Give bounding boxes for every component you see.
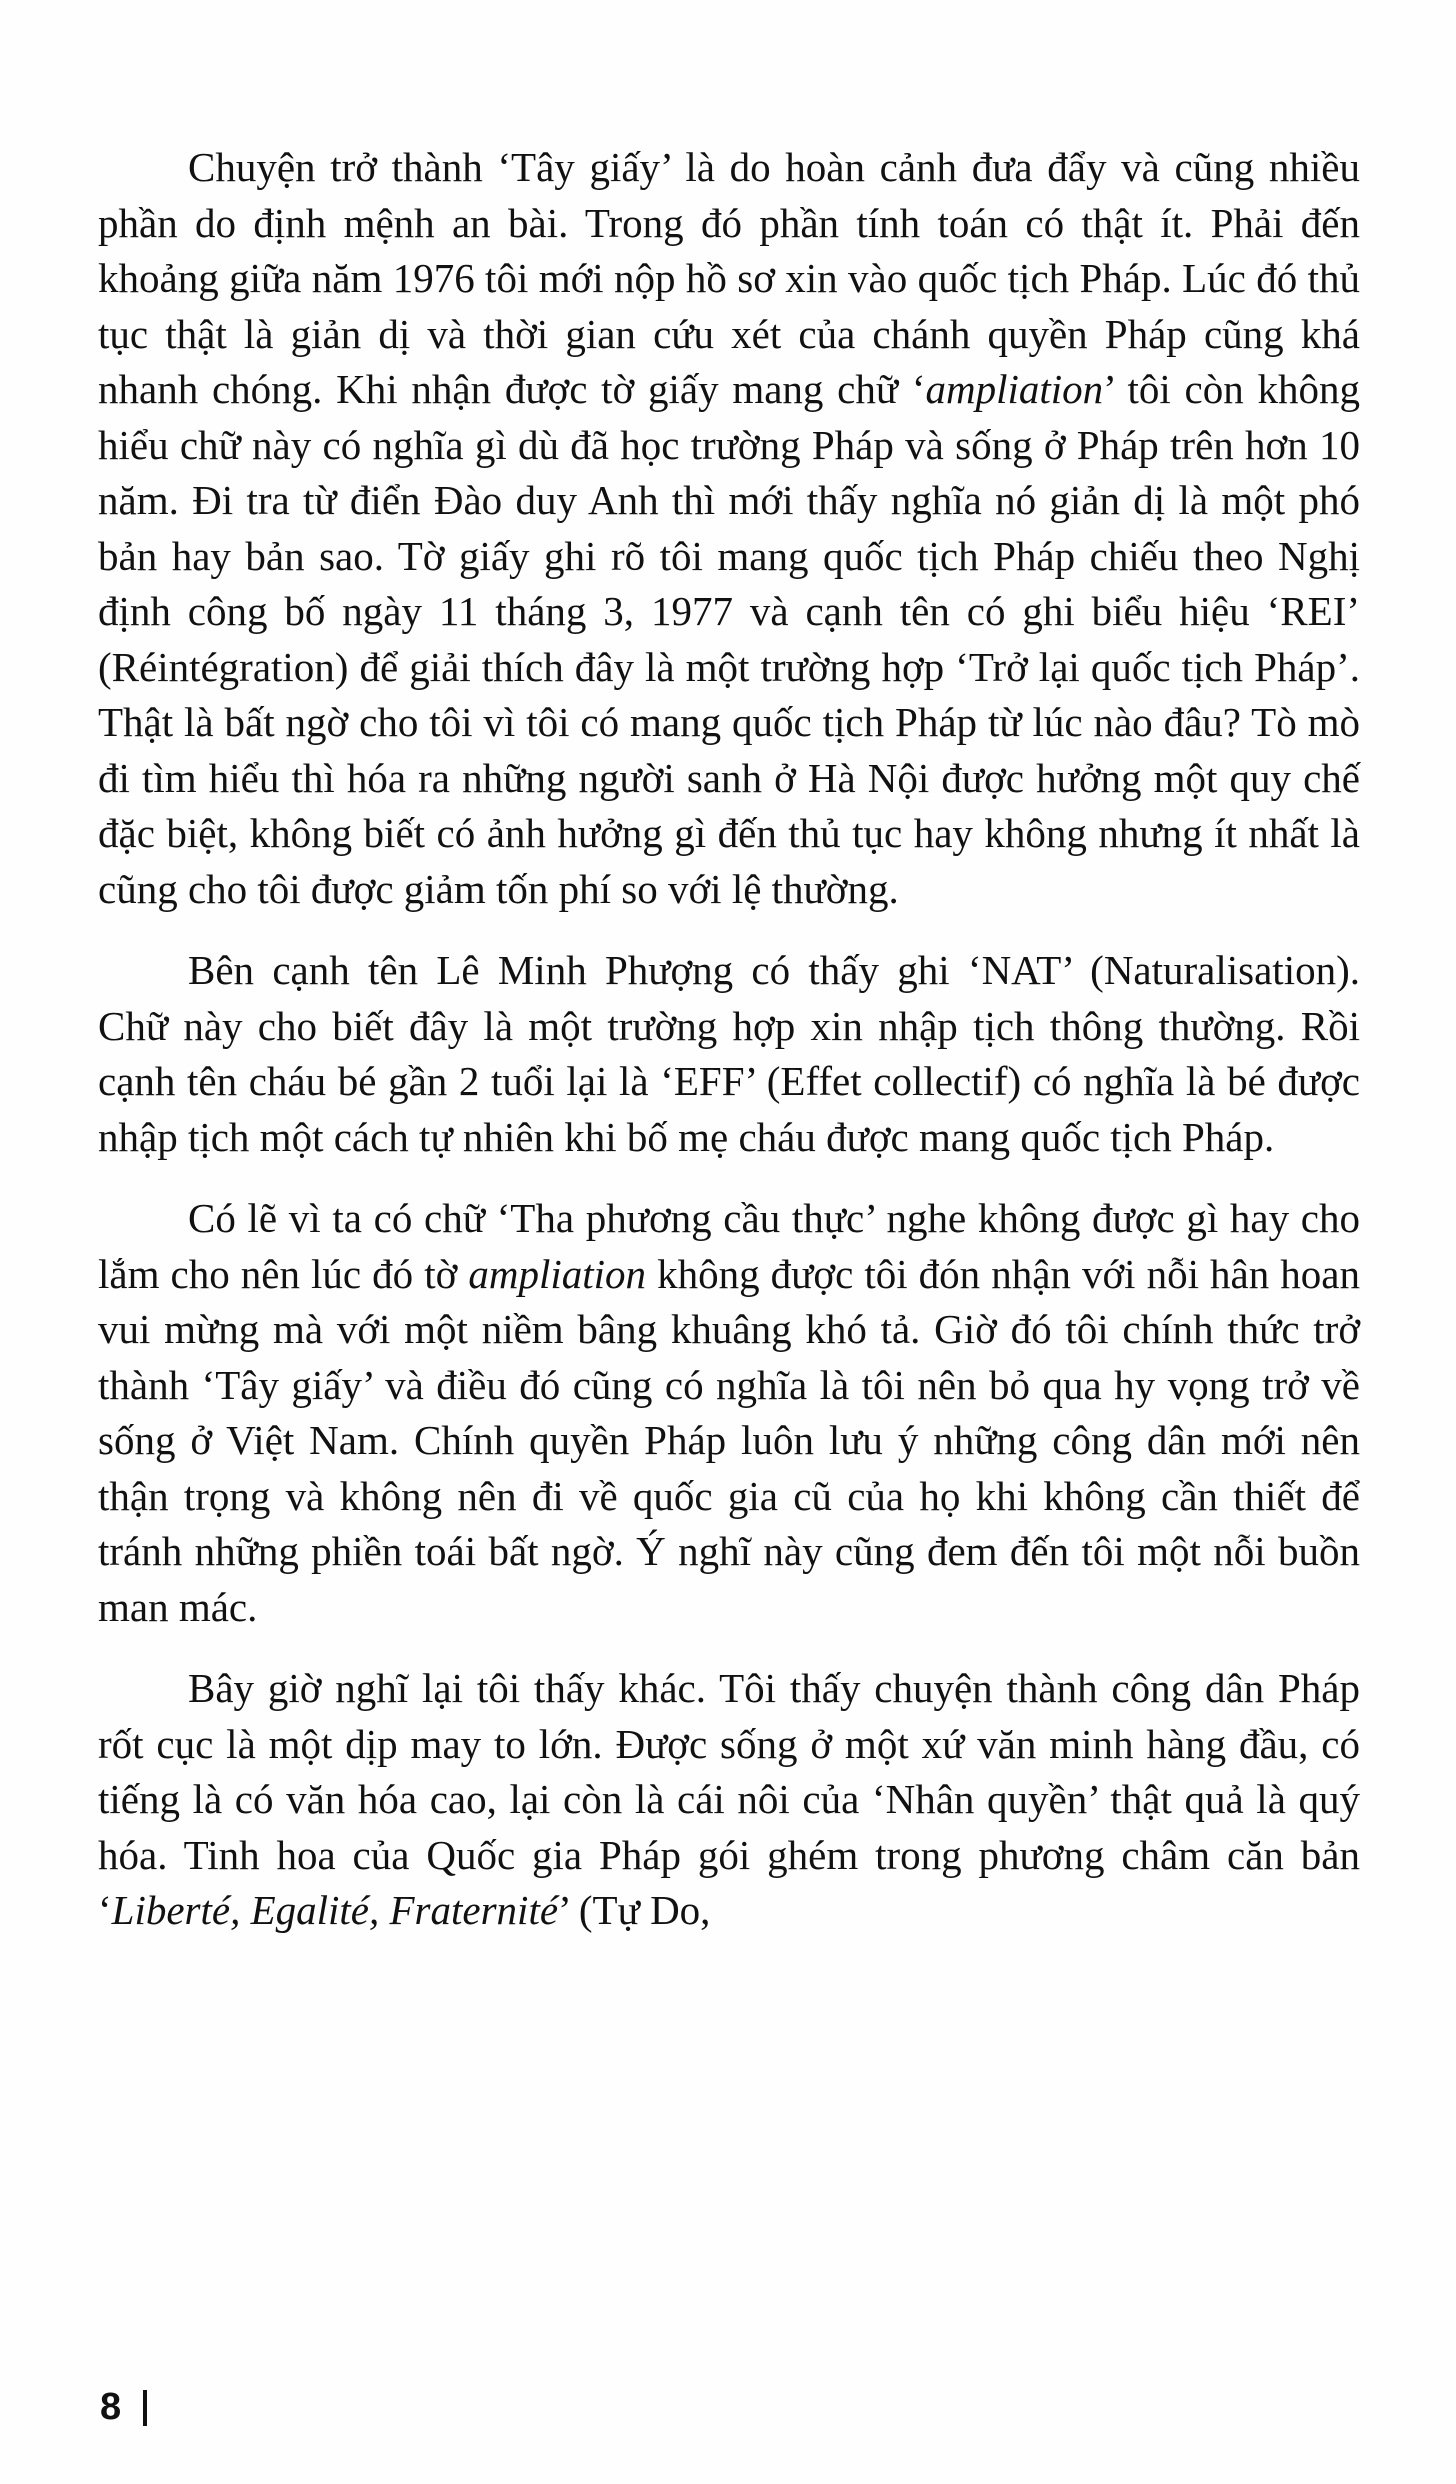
paragraph — [98, 943, 1360, 1165]
italic-term: ampliation — [925, 366, 1104, 412]
body-text — [98, 140, 1360, 1965]
paragraph — [98, 1661, 1360, 1939]
text-run: Bên cạnh tên Lê Minh Phượng có thấy ghi ‘NAT’ (Naturalisation). Chữ này cho biết đây là một trường hợp xin nhập tịch thông thường. Rồi cạnh tên cháu bé gần 2 tuổi lại là ‘EFF’ (Effet collectif) có nghĩa là bé được nhập tịch một cách tự nhiên khi bố mẹ cháu được mang quốc tịch Pháp. — [98, 947, 1360, 1160]
italic-term: ampliation — [468, 1250, 647, 1297]
text-run: không được tôi đón nhận với nỗi hân hoan vui mừng mà với một niềm bâng khuâng khó tả. Giờ đó tôi chính thức trở thành ‘Tây giấy’ và điều đó cũng có nghĩa là tôi nên bỏ qua hy vọng trở về sống ở Việt Nam. Chính quyền Pháp luôn lưu ý những công dân mới nên thận trọng và không nên đi về quốc gia cũ của họ khi không cần thiết để tránh những phiền toái bất ngờ. Ý nghĩ này cũng đem đến tôi một nỗi buồn man mác. — [98, 1250, 1360, 1630]
paragraph — [98, 140, 1360, 917]
text-run: ’ tôi còn không hiểu chữ này có nghĩa gì dù đã học trường Pháp và sống ở Pháp trên hơn 10 năm. Đi tra từ điển Đào duy Anh thì mới thấy nghĩa nó giản dị là một phó bản hay bản sao. Tờ giấy ghi rõ tôi mang quốc tịch Pháp chiếu theo Nghị định công bố ngày 11 tháng 3, 1977 và cạnh tên có ghi biểu hiệu ‘REI’ (Réintégration) để giải thích đây là một trường hợp ‘Trở lại quốc tịch Pháp’. Thật là bất ngờ cho tôi vì tôi có mang quốc tịch Pháp từ lúc nào đâu? Tò mò đi tìm hiểu thì hóa ra những người sanh ở Hà Nội được hưởng một quy chế đặc biệt, không biết có ảnh hưởng gì đến thủ tục hay không nhưng ít nhất là cũng cho tôi được giảm tốn phí so với lệ thường. — [98, 366, 1360, 912]
page-number: 8 — [100, 2386, 122, 2428]
text-run: Có lẽ vì ta có chữ ‘Tha phương cầu thực’ nghe không được gì hay cho lắm cho nên lúc đó tờ — [98, 1195, 1360, 1297]
text-run: Chuyện trở thành ‘Tây giấy’ là do hoàn cảnh đưa đẩy và cũng nhiều phần do định mệnh an bài. Trong đó phần tính toán có thật ít. Phải đến khoảng giữa năm 1976 tôi mới nộp hồ sơ xin vào quốc tịch Pháp. Lúc đó thủ tục thật là giản dị và thời gian cứu xét của chánh quyền Pháp cũng khá nhanh chóng. Khi nhận được tờ giấy mang chữ ‘ — [98, 144, 1360, 412]
paragraph — [98, 1191, 1360, 1635]
footer-divider — [143, 2390, 147, 2426]
page-footer — [100, 2386, 147, 2429]
text-run: ’ (Tự Do, — [558, 1887, 711, 1933]
text-run: Bây giờ nghĩ lại tôi thấy khác. Tôi thấy chuyện thành công dân Pháp rốt cục là một dịp may to lớn. Được sống ở một xứ văn minh hàng đầu, có tiếng là có văn hóa cao, lại còn là cái nôi của ‘Nhân quyền’ thật quả là quý hóa. Tinh hoa của Quốc gia Pháp gói ghém trong phương châm căn bản ‘ — [98, 1665, 1360, 1933]
italic-term: Liberté, Egalité, Fraternité — [111, 1887, 559, 1933]
